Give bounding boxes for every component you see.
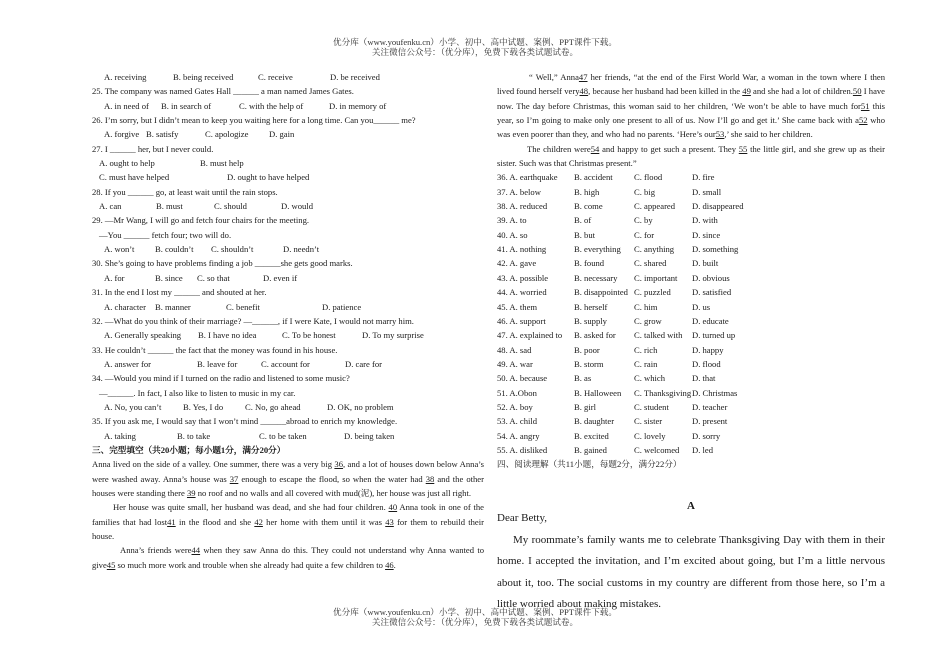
blank-40: 40 xyxy=(388,502,398,513)
option: C. apologize xyxy=(205,129,249,140)
blank-42: 42 xyxy=(254,516,263,527)
blank-46: 46 xyxy=(385,559,394,570)
left-column xyxy=(92,70,484,572)
option-row-42 xyxy=(497,256,885,270)
option: D. that xyxy=(692,373,716,384)
option: B. disappointed xyxy=(574,287,628,298)
option: B. since xyxy=(155,272,183,283)
option: 51. A.Obon xyxy=(497,387,537,398)
option: C. student xyxy=(634,401,669,412)
option: C. account for xyxy=(261,358,310,369)
option-row-46 xyxy=(497,314,885,328)
header-line-2: 关注微信公众号：（优分库），免费下载各类试题试卷。 xyxy=(371,47,579,57)
option: D. built xyxy=(692,258,719,269)
option: B. Halloween xyxy=(574,387,622,398)
option: D. obvious xyxy=(692,272,730,283)
section-3-heading: 三、完型填空（共20小题；每小题1分，满分20分） xyxy=(92,444,286,455)
blank-37: 37 xyxy=(229,473,239,484)
option: B. storm xyxy=(574,358,604,369)
blank-41: 41 xyxy=(167,516,176,527)
option: C. important xyxy=(634,272,678,283)
option: A. answer for xyxy=(104,358,152,369)
question-32: 32. —What do you think of their marriage? —______, if I were Kate, I would not marry him. xyxy=(92,315,414,326)
q25-options xyxy=(92,99,484,113)
option: 39. A. to xyxy=(497,215,527,226)
option: C. welcomed xyxy=(634,444,680,455)
option: D. satisfied xyxy=(692,287,732,298)
question-29-reply: —You ______ fetch four; two will do. xyxy=(99,229,232,240)
option-row-41 xyxy=(497,242,885,256)
reading-title: A xyxy=(687,500,695,512)
option: D. present xyxy=(692,416,728,427)
cloze-option-list xyxy=(497,170,885,457)
blank-44: 44 xyxy=(191,545,201,556)
cloze-paragraph-1: Anna lived on the side of a valley. One summer, there was a very big 36, and a lot of houses down below Anna’s were washed away. Anna’s house was 37 enough to escape the flood, so when the water had 38 and the other houses were standing there 39 no roof and no walls and all covered with mud(泥), her house was just all right. xyxy=(92,459,485,498)
option: B. everything xyxy=(574,244,621,255)
reading-paragraph-1: My roommate’s family wants me to celebrate Thanksgiving Day with them in their home. I accepted the invitation, and I’m excited about going, but I’m a little nervous about it, too. The social customs in my country are different from those here, so I’m a little worried about making mistakes. xyxy=(497,533,885,611)
option: B. being received xyxy=(173,72,234,82)
option: D. needn’t xyxy=(283,244,320,255)
blank-53: 53 xyxy=(715,129,725,140)
option: D. care for xyxy=(345,358,382,369)
option: B. manner xyxy=(155,301,191,312)
option-row-36 xyxy=(497,170,885,184)
option: B. herself xyxy=(574,301,608,312)
option: D. us xyxy=(692,301,711,312)
q31-options xyxy=(92,300,484,314)
option-row-47 xyxy=(497,328,885,342)
option: C. lovely xyxy=(634,430,666,441)
header-line-1: 优分库（www.youfenku.cn）小学、初中、高中试题、案例、PPT课件下载。 xyxy=(333,37,617,47)
q24-options xyxy=(92,70,484,84)
option: D. since xyxy=(692,229,721,240)
option: C. him xyxy=(634,301,658,312)
option: D. led xyxy=(692,444,714,455)
right-column xyxy=(497,70,885,472)
footer-line-1: 优分库（www.youfenku.cn）小学、初中、高中试题、案例、PPT课件下载。 xyxy=(333,607,617,617)
option: C. No, go ahead xyxy=(245,401,301,412)
option-row-52 xyxy=(497,400,885,414)
option: B. leave for xyxy=(197,358,238,369)
footer-line-2: 关注微信公众号：（优分库），免费下载各类试题试卷。 xyxy=(371,617,579,627)
option: D. Christmas xyxy=(692,387,738,398)
option: C. by xyxy=(634,215,653,226)
cloze-paragraph-5: The children were54 and happy to get such a present. They 55 the little girl, and she grew up as their sister. Such was that Christmas present.” xyxy=(497,143,886,169)
option: A. Generally speaking xyxy=(104,330,182,341)
option: D. educate xyxy=(692,315,729,326)
question-34: 34. —Would you mind if I turned on the radio and listened to some music? xyxy=(92,373,350,384)
option-row-50 xyxy=(497,371,885,385)
option-row-49 xyxy=(497,357,885,371)
option-row-48 xyxy=(497,343,885,357)
question-33: 33. He couldn’t ______ the fact that the money was found in his house. xyxy=(92,344,338,355)
option: 45. A. them xyxy=(497,301,538,312)
option: C. grow xyxy=(634,315,662,326)
page-footer xyxy=(0,607,950,627)
salutation: Dear Betty, xyxy=(497,512,547,524)
option: A. taking xyxy=(104,430,136,441)
option: 49. A. war xyxy=(497,358,533,369)
option: D. sorry xyxy=(692,430,721,441)
option-row-45 xyxy=(497,300,885,314)
option: C. appeared xyxy=(634,201,676,212)
option: D. in memory of xyxy=(329,100,387,111)
option: D. flood xyxy=(692,358,721,369)
option: B. supply xyxy=(574,315,607,326)
option-row-44 xyxy=(497,285,885,299)
option: C. Thanksgiving xyxy=(634,387,692,398)
blank-49: 49 xyxy=(742,86,751,97)
option: D. would xyxy=(281,201,313,212)
reading-passage xyxy=(497,500,885,616)
option: A. for xyxy=(104,272,125,283)
option: 36. A. earthquake xyxy=(497,172,558,183)
q35-options xyxy=(92,429,484,443)
option: C. talked with xyxy=(634,330,683,341)
option: C. sister xyxy=(634,416,663,427)
option: B. but xyxy=(574,229,596,240)
q34-options xyxy=(92,400,484,414)
option: D. something xyxy=(692,244,739,255)
question-27: 27. I ______ her, but I never could. xyxy=(92,143,214,154)
option: A. won’t xyxy=(104,244,135,255)
option: B. found xyxy=(574,258,605,269)
option: D. To my surprise xyxy=(362,330,424,341)
option: A. character xyxy=(104,301,146,312)
option: B. of xyxy=(574,215,592,226)
option: C. big xyxy=(634,186,656,197)
option: 44. A. worried xyxy=(497,287,547,298)
blank-55: 55 xyxy=(738,143,748,154)
question-26: 26. I’m sorry, but I didn’t mean to keep you waiting here for a long time. Can you______ me? xyxy=(92,115,416,126)
option: A. No, you can’t xyxy=(104,401,162,412)
page-header xyxy=(0,37,950,57)
option-row-54 xyxy=(497,429,885,443)
cloze-paragraph-2: Her house was quite small, her husband was dead, and she had four children. 40 Anna took in one of the families that had lost41 in the flood and she 42 her home with them until it was 43 for them to rebuild their house. xyxy=(92,502,484,541)
blank-51: 51 xyxy=(860,100,870,111)
option: D. happy xyxy=(692,344,724,355)
option: 41. A. nothing xyxy=(497,244,547,255)
option: D. even if xyxy=(263,272,298,283)
option: B. gained xyxy=(574,444,607,455)
option: C. To be honest xyxy=(282,330,336,341)
blank-52: 52 xyxy=(858,115,868,126)
option: C. puzzled xyxy=(634,287,671,298)
option: D. fire xyxy=(692,172,715,183)
option: A. ought to help xyxy=(99,158,155,169)
option: B. as xyxy=(574,373,592,384)
option: B. necessary xyxy=(574,272,618,283)
q26-options xyxy=(92,127,484,141)
option: C. receive xyxy=(258,72,293,82)
option: B. in search of xyxy=(161,100,212,111)
question-34-reply: —______. In fact, I also like to listen to music in my car. xyxy=(99,387,296,398)
option: B. Yes, I do xyxy=(183,401,224,412)
blank-54: 54 xyxy=(590,143,600,154)
option: B. satisfy xyxy=(146,129,179,140)
blank-38: 38 xyxy=(425,473,435,484)
option: 52. A. boy xyxy=(497,401,533,412)
option: C. so that xyxy=(197,272,230,283)
q29-options xyxy=(92,242,484,256)
q27-options-row1 xyxy=(92,156,484,170)
option-row-43 xyxy=(497,271,885,285)
blank-47: 47 xyxy=(578,72,588,82)
option: C. flood xyxy=(634,172,663,183)
cloze-paragraph-3: Anna’s friends were44 when they saw Anna do this. They could not understand why Anna wanted to give45 so much more work and trouble when she already had quite a few children to 46. xyxy=(92,545,485,570)
option: C. shouldn’t xyxy=(211,244,254,255)
option: C. for xyxy=(634,229,655,240)
option: A. in need of xyxy=(104,100,149,111)
option: C. rain xyxy=(634,358,658,369)
option: C. must have helped xyxy=(99,172,170,183)
option: 38. A. reduced xyxy=(497,201,548,212)
q30-options xyxy=(92,271,484,285)
option: B. must help xyxy=(200,158,244,169)
option: 55. A. disliked xyxy=(497,444,548,455)
option-row-53 xyxy=(497,414,885,428)
blank-45: 45 xyxy=(106,559,116,570)
question-28: 28. If you ______ go, at least wait until the rain stops. xyxy=(92,186,278,197)
question-25: 25. The company was named Gates Hall ______ a man named James Gates. xyxy=(92,86,354,97)
option: B. girl xyxy=(574,401,596,412)
option: C. should xyxy=(214,201,247,212)
option: 53. A. child xyxy=(497,416,538,427)
blank-36: 36 xyxy=(334,459,343,470)
option: A. forgive xyxy=(104,129,140,140)
option: B. excited xyxy=(574,430,609,441)
blank-39: 39 xyxy=(186,487,196,498)
option: B. daughter xyxy=(574,416,615,427)
option: B. asked for xyxy=(574,330,616,341)
option: A. can xyxy=(99,201,122,212)
option: D. be received xyxy=(330,72,380,82)
option: D. turned up xyxy=(692,330,736,341)
option: 50. A. because xyxy=(497,373,548,384)
section-4-heading: 四、阅读理解（共11小题，每题2分，满分22分） xyxy=(497,459,682,470)
option-row-39 xyxy=(497,213,885,227)
option: 43. A. possible xyxy=(497,272,549,283)
option: B. high xyxy=(574,186,600,197)
option: 42. A. gave xyxy=(497,258,537,269)
option: B. accident xyxy=(574,172,613,183)
question-30: 30. She’s going to have problems finding a job ______she gets good marks. xyxy=(92,258,353,269)
option: D. disappeared xyxy=(692,201,744,212)
option: C. shared xyxy=(634,258,667,269)
option: A. receiving xyxy=(104,72,147,82)
option: C. anything xyxy=(634,244,675,255)
option: 46. A. support xyxy=(497,315,546,326)
q32-options xyxy=(92,328,484,342)
option: B. couldn’t xyxy=(155,244,194,255)
option: B. must xyxy=(156,201,183,212)
option-row-37 xyxy=(497,185,885,199)
option: B. come xyxy=(574,201,603,212)
option: C. with the help of xyxy=(239,100,304,111)
q28-options xyxy=(92,199,484,213)
option: C. to be taken xyxy=(259,430,307,441)
q33-options xyxy=(92,357,484,371)
option: D. teacher xyxy=(692,401,728,412)
option: D. patience xyxy=(322,301,362,312)
option: D. being taken xyxy=(344,430,395,441)
option: B. to take xyxy=(177,430,211,441)
option: D. OK, no problem xyxy=(327,401,394,412)
option: D. small xyxy=(692,186,722,197)
option: C. which xyxy=(634,373,666,384)
blank-48: 48 xyxy=(579,86,589,97)
option: 37. A. below xyxy=(497,186,541,197)
option: B. I have no idea xyxy=(198,330,257,341)
option-row-55 xyxy=(497,443,885,457)
option: 47. A. explained to xyxy=(497,330,563,341)
option: B. poor xyxy=(574,344,600,355)
question-29: 29. —Mr Wang, I will go and fetch four chairs for the meeting. xyxy=(92,215,310,226)
option: 48. A. sad xyxy=(497,344,532,355)
option: C. benefit xyxy=(226,301,260,312)
blank-50: 50 xyxy=(852,86,862,97)
option-row-51 xyxy=(497,386,885,400)
cloze-paragraph-4: “ Well,” Anna47 her friends, “at the end of the First World War, a woman in the town where I then lived found herself very48, because her husband had been killed in the 49 and she had a lot of children.50 I have now. The day before Christmas, this woman said to her children, ‘We won’t be able to have much for51 this year, so I’m going to make only one present to all of us. Now I’ll go and get it.’ She came back with a52 who was even poorer than they, and who had no parents. ‘Here’s our53,’ she said to her children. xyxy=(497,72,886,140)
option: 54. A. angry xyxy=(497,430,540,441)
option: 40. A. so xyxy=(497,229,528,240)
option: D. with xyxy=(692,215,718,226)
q27-options-row2 xyxy=(92,170,484,184)
option: C. rich xyxy=(634,344,658,355)
option-row-38 xyxy=(497,199,885,213)
question-31: 31. In the end I lost my ______ and shouted at her. xyxy=(92,287,267,298)
blank-43: 43 xyxy=(385,516,394,527)
option-row-40 xyxy=(497,228,885,242)
question-35: 35. If you ask me, I would say that I won’t mind ______abroad to enrich my knowledge. xyxy=(92,416,398,427)
option: D. ought to have helped xyxy=(227,172,310,183)
option: D. gain xyxy=(269,129,295,140)
